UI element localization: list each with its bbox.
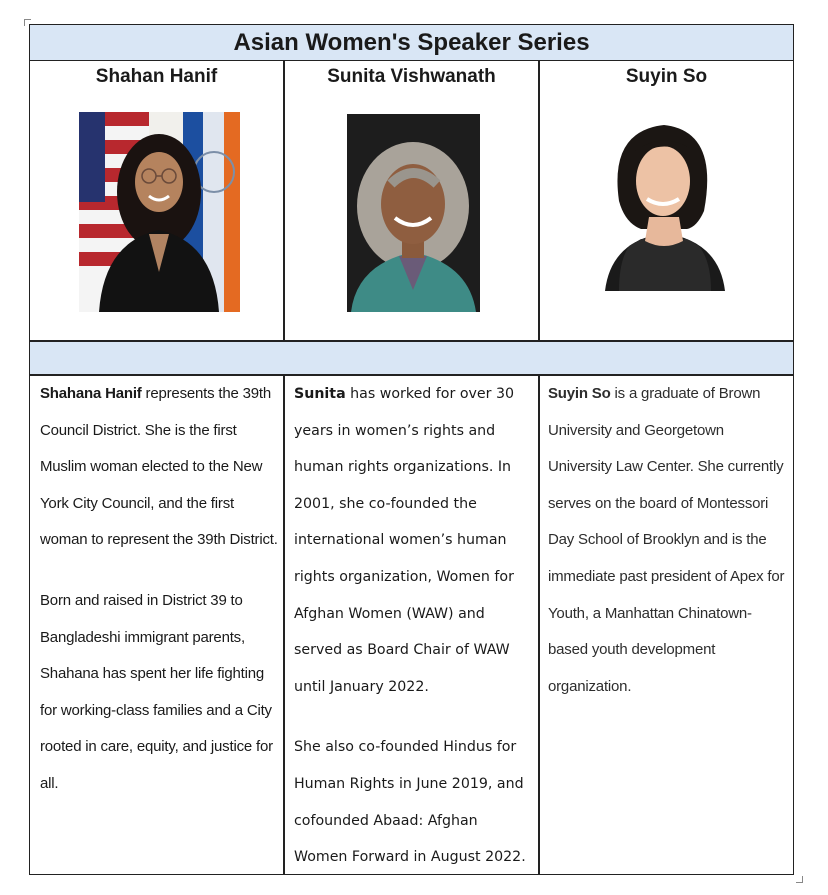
bio-text: has worked for over 30 years in women’s rights and human rights organizations. In 2001, she co-founded the international women’s human rights organization, Women for Afghan Women (WAW) and served as Board Chair of WAW until January 2022.	[294, 386, 515, 695]
portrait-woman-white-background-icon	[579, 111, 754, 291]
bio-text: is a graduate of Brown University and Georgetown University Law Center. She currently serves on the board of Montessori Day School of Brooklyn and is the immediate past president of Apex for Youth, a Manhattan Chinatown-based youth development organization.	[548, 385, 785, 695]
corner-mark	[24, 19, 31, 26]
portrait-woman-dark-background-icon	[347, 114, 480, 312]
bio-paragraph	[40, 376, 280, 559]
column-divider	[538, 375, 540, 874]
bio-paragraph: She also co-founded Hindus for Human Rights in June 2019, and cofounded Abaad: Afghan Women Forward in August 2022.	[294, 739, 526, 866]
speaker-bio-hanif	[40, 376, 280, 803]
blue-separator-band	[30, 341, 793, 375]
speaker-name-hanif: Shahan Hanif	[95, 66, 218, 87]
speaker-name-vishwanath: Sunita Vishwanath	[327, 66, 496, 87]
speaker-photo-hanif	[79, 112, 240, 312]
bio-name-highlight: Suyin So	[548, 385, 611, 402]
bio-text: represents the 39th Council District. She is the first Muslim woman elected to the New York City Council, and the first woman to represent the 39th District.	[40, 385, 278, 549]
column-divider	[283, 61, 285, 874]
speaker-name-so: Suyin So	[625, 66, 708, 87]
row-divider	[30, 340, 793, 342]
table-title: Asian Women's Speaker Series	[30, 25, 793, 61]
bio-paragraph	[548, 376, 790, 705]
speaker-bio-vishwanath	[294, 376, 534, 876]
corner-mark	[796, 876, 803, 883]
column-divider	[538, 61, 540, 374]
bio-name-highlight: Shahana Hanif	[40, 385, 142, 402]
speaker-photo-vishwanath	[347, 114, 480, 312]
portrait-woman-flag-background-icon	[79, 112, 240, 312]
bio-paragraph	[294, 376, 534, 705]
speaker-photo-so	[579, 111, 754, 291]
bio-paragraph: Born and raised in District 39 to Bangladeshi immigrant parents, Shahana has spent her life fighting for working-class families and a City rooted in care, equity, and justice for all.	[40, 591, 273, 792]
speaker-bio-so	[548, 376, 790, 705]
speaker-table	[29, 24, 794, 875]
bio-name-highlight: Sunita	[294, 386, 346, 402]
